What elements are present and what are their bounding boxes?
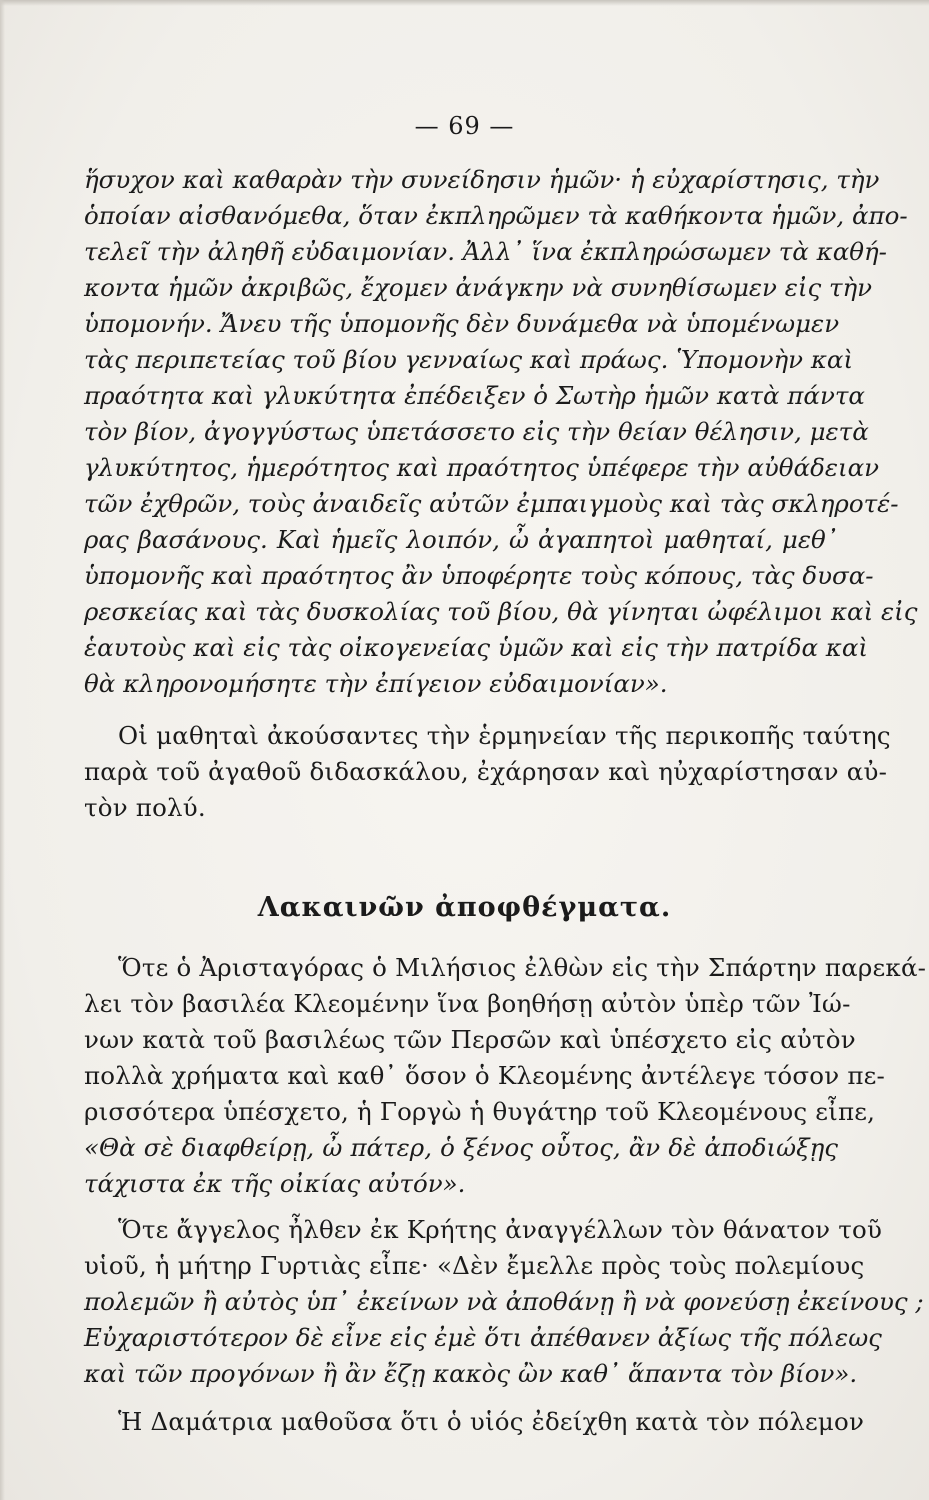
text-line: γλυκύτητος, ἡμερότητος καὶ πραότητος ὑπέφερε τὴν αὐθάδειαν [84,453,880,482]
text-line: Ὅτε ὁ Ἀρισταγόρας ὁ Μιλήσιος ἐλθὼν εἰς τὴν Σπάρτην παρεκά- [118,953,927,982]
text-line: καὶ τῶν προγόνων ἢ ἂν ἔζῃ κακὸς ὢν καθ᾽ ἅπαντα τὸν βίον». [84,1359,858,1388]
text-line: ρας βασάνους. Καὶ ἡμεῖς λοιπόν, ὦ ἀγαπητοὶ μαθηταί, μεθ᾽ [84,525,838,554]
text-line: υἱοῦ, ἡ μήτηρ Γυρτιὰς εἶπε· «Δὲν ἔμελλε πρὸς τοὺς πολεμίους [84,1251,865,1280]
scan-edge-left [0,0,5,1500]
text-line: ρισσότερα ὑπέσχετο, ἡ Γοργὼ ἡ θυγάτηρ τοῦ Κλεομένους εἶπε, [84,1097,876,1126]
text-line: τὰς περιπετείας τοῦ βίου γενναίως καὶ πράως. Ὑπομονὴν καὶ [84,345,854,374]
text-line: ἥσυχον καὶ καθαρὰν τὴν συνείδησιν ἡμῶν· ἡ εὐχαρίστησις, τὴν [84,165,880,194]
text-line: ὑπομονήν. Ἄνευ τῆς ὑπομονῆς δὲν δυνάμεθα νὰ ὑπομένωμεν [84,309,840,338]
section-heading: Λακαινῶν ἀποφθέγματα. [257,892,672,923]
text-line: θὰ κληρονομήσητε τὴν ἐπίγειον εὐδαιμονίαν». [84,669,668,698]
text-line: παρὰ τοῦ ἀγαθοῦ διδασκάλου, ἐχάρησαν καὶ ηὐχαρίστησαν αὐ- [84,757,888,786]
text-line: πολλὰ χρήματα καὶ καθ᾽ ὅσον ὁ Κλεομένης ἀντέλεγε τόσον πε- [84,1061,885,1090]
text-line: πολεμῶν ἢ αὐτὸς ὑπ᾽ ἐκείνων νὰ ἀποθάνῃ ἢ νὰ φονεύσῃ ἐκείνους ; [84,1287,924,1316]
text-line: τὸν βίον, ἀγογγύστως ὑπετάσσετο εἰς τὴν θείαν θέλησιν, μετὰ [84,417,869,446]
text-line: ὁποίαν αἰσθανόμεθα, ὅταν ἐκπληρῶμεν τὰ καθήκοντα ἡμῶν, ἀπο- [84,201,908,230]
text-line: πραότητα καὶ γλυκύτητα ἐπέδειξεν ὁ Σωτὴρ ἡμῶν κατὰ πάντα [84,381,865,410]
text-line: ρεσκείας καὶ τὰς δυσκολίας τοῦ βίου, θὰ γίνηται ὠφέλιμοι καὶ εἰς [84,597,918,626]
scan-edge-top [0,0,929,6]
text-line: τὸν πολύ. [84,793,206,822]
text-line: «Θὰ σὲ διαφθείρῃ, ὦ πάτερ, ὁ ξένος οὗτος, ἂν δὲ ἀποδιώξῃς [84,1133,838,1162]
text-line: ἑαυτοὺς καὶ εἰς τὰς οἰκογενείας ὑμῶν καὶ εἰς τὴν πατρίδα καὶ [84,633,868,662]
text-line: τῶν ἐχθρῶν, τοὺς ἀναιδεῖς αὐτῶν ἐμπαιγμοὺς καὶ τὰς σκληροτέ- [84,489,899,518]
text-line: ὑπομονῆς καὶ πραότητος ἂν ὑποφέρητε τοὺς κόπους, τὰς δυσα- [84,561,874,590]
page-number: — 69 — [414,112,515,140]
text-line: Οἱ μαθηταὶ ἀκούσαντες τὴν ἑρμηνείαν τῆς περικοπῆς ταύτης [118,721,891,750]
text-line: τάχιστα ἐκ τῆς οἰκίας αὐτόν». [84,1169,466,1198]
text-line: τελεῖ τὴν ἀληθῆ εὐδαιμονίαν. Ἀλλ᾽ ἵνα ἐκπληρώσωμεν τὰ καθή- [84,237,887,266]
text-line: κοντα ἡμῶν ἀκριβῶς, ἔχομεν ἀνάγκην νὰ συνηθίσωμεν εἰς τὴν [84,273,873,302]
text-line: Ἡ Δαμάτρια μαθοῦσα ὅτι ὁ υἱός ἐδείχθη κατὰ τὸν πόλεμον [118,1407,865,1436]
text-line: Εὐχαριστότερον δὲ εἶνε εἰς ἐμὲ ὅτι ἀπέθανεν ἀξίως τῆς πόλεως [84,1323,882,1352]
text-line: λει τὸν βασιλέα Κλεομένην ἵνα βοηθήσῃ αὐτὸν ὑπὲρ τῶν Ἰώ- [84,989,851,1018]
text-line: Ὅτε ἄγγελος ἦλθεν ἐκ Κρήτης ἀναγγέλλων τὸν θάνατον τοῦ [118,1215,883,1244]
text-line: νων κατὰ τοῦ βασιλέως τῶν Περσῶν καὶ ὑπέσχετο εἰς αὐτὸν [84,1025,856,1054]
